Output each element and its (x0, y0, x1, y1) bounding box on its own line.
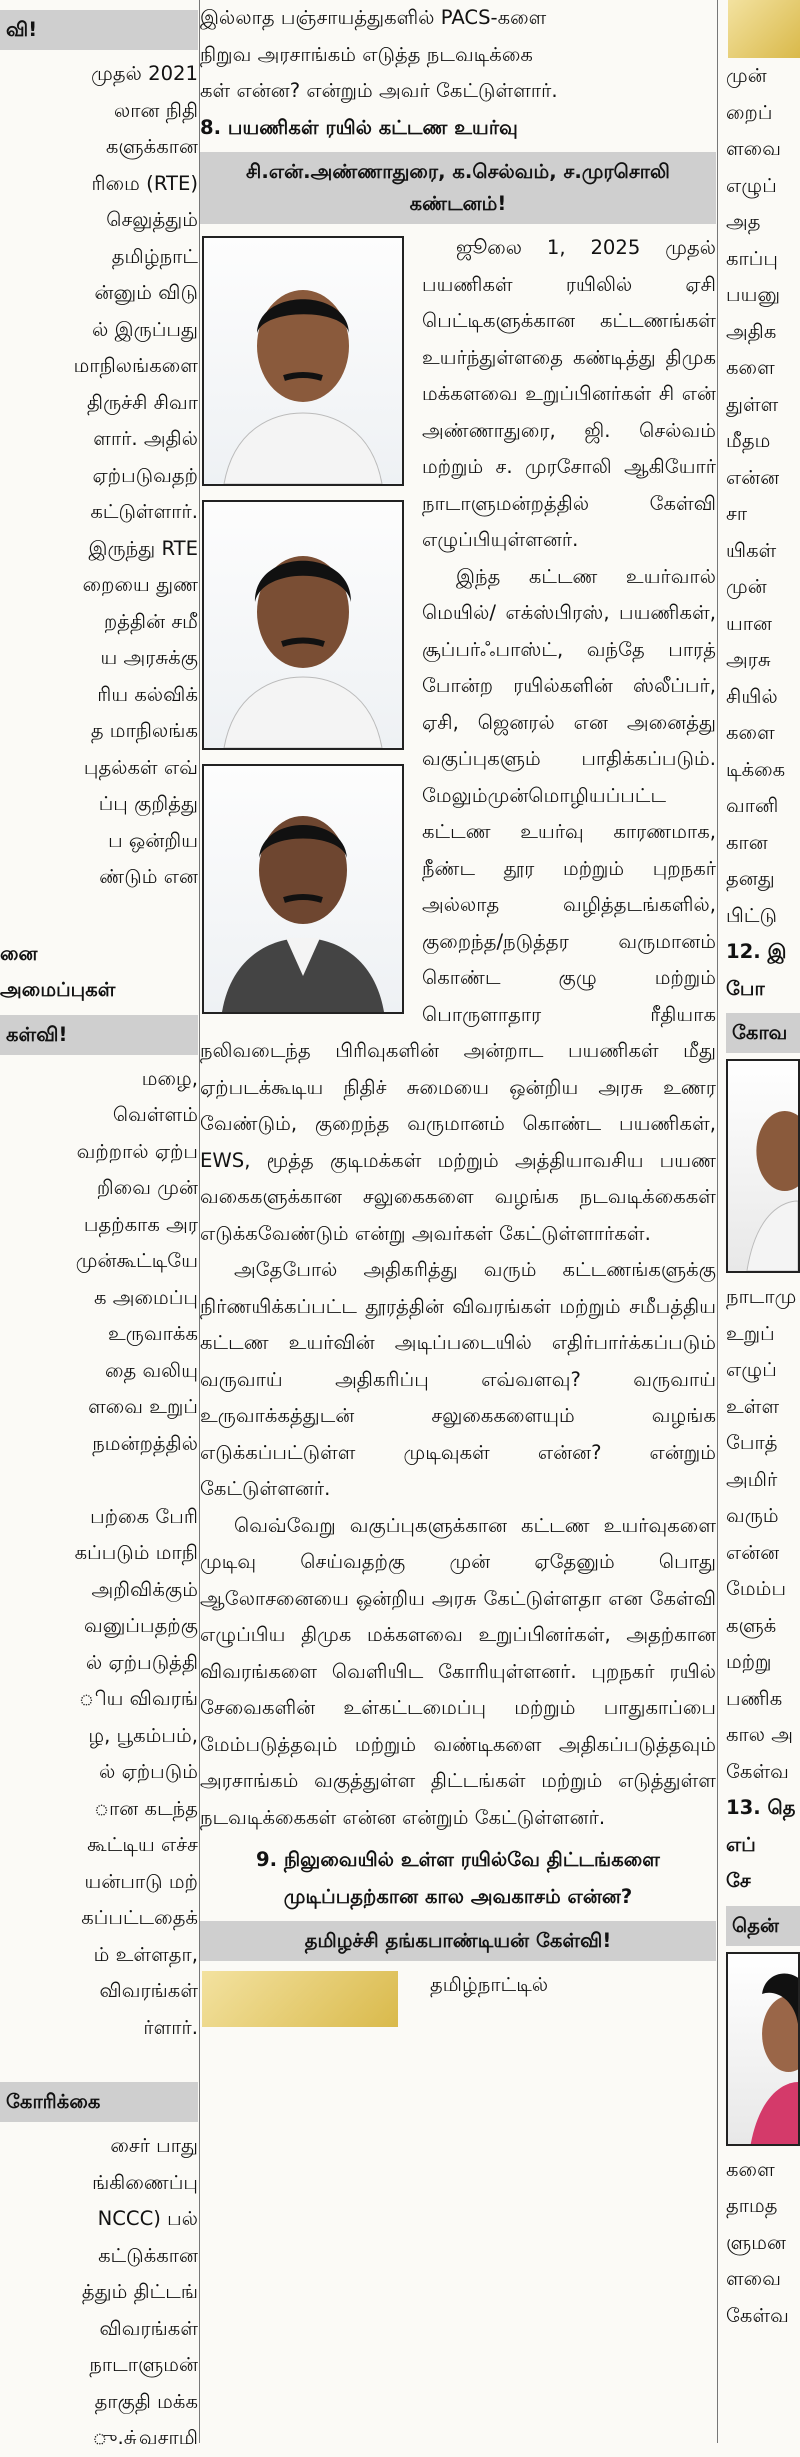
section8-heading: 8. பயணிகள் ரயில் கட்டண உயர்வு (200, 115, 518, 139)
text-line: அரசு (726, 648, 771, 671)
text-line: ஏற்படுவதற் (92, 463, 198, 487)
text-line: கால அ (726, 1723, 794, 1746)
text-line: சா (726, 502, 748, 525)
heading-line: சே (726, 1869, 751, 1892)
section8-bar: சி.என்.அண்ணாதுரை, க.செல்வம், ச.முரசொலி கண்டனம்! (200, 152, 716, 224)
text-line: ங்கிணைப்பு (92, 2170, 198, 2194)
text-line: முன்கூட்டியே (75, 1249, 198, 1272)
text-line: தை வலியு (104, 1358, 198, 1382)
text-line: ளவை உறுப் (88, 1395, 198, 1418)
section9-bar: தமிழச்சி தங்கபாண்டியன் கேள்வி! (200, 1921, 716, 1961)
text-line: காப்பு (726, 246, 778, 270)
right-text-b (718, 496, 800, 934)
text-line: ய அரசுக்கு (100, 646, 198, 669)
section8-para-3: அதேபோல் அதிகரித்து வரும் கட்டணங்களுக்கு நிர்ணயிக்கப்பட்ட தூரத்தின் விவரங்கள் மற்றும் சமீபத்திய கட்டண உயர்வின் அடிப்படையில் எதிர்பார்க்கப்படும் வருவாய் அதிகரிப்பு எவ்வளவு? வருவாய் உருவாக்கத்துடன் சலுகைகளையும் வழங்க எடுக்கப்பட்டுள்ள முடிவுகள் என்ன? என்றும் கேட்டுள்ளனர். (200, 1258, 716, 1500)
text-line: கூட்டிய எச்ச (87, 1833, 198, 1856)
text-line: எழுப் (726, 173, 777, 197)
text-line: வரும் (726, 1504, 779, 1527)
text-line: எழுப் (726, 1358, 777, 1381)
text-line: NCCC) பல் (97, 2207, 198, 2230)
text-line: களை (726, 721, 775, 744)
right-text-d (718, 2152, 800, 2335)
text-line (0, 1462, 198, 1499)
text-line: ளவை (726, 2267, 781, 2290)
text-line: பணிக (726, 1686, 783, 1710)
portrait-icon (204, 238, 402, 484)
text-line: ரிமை (RTE) (91, 171, 198, 195)
section8-body (200, 230, 716, 1836)
text-line: அத (726, 210, 761, 233)
text-line: தாமத (726, 2194, 778, 2217)
right-photo-12 (726, 1059, 800, 1273)
text-line: தாகுதி மக்க (94, 2389, 198, 2413)
text-line: யிகள் (726, 538, 777, 562)
text-line: உள்ள (726, 1394, 780, 1418)
right-heading-13 (718, 1790, 800, 1900)
text-line: போத் (726, 1431, 778, 1454)
text-line: சைர் பாது (110, 2134, 198, 2157)
text-line: ரிய கல்விக் (97, 682, 198, 706)
left-fragment1-text (0, 56, 198, 896)
text-line: நமன்றத்தில் (92, 1431, 198, 1455)
section8-para-1: ஜூலை 1, 2025 முதல் பயணிகள் ரயிலில் ஏசி பெட்டிகளுக்கான கட்டணங்கள் உயர்ந்துள்ளதை கண்டித்து திமுக மக்களவை உறுப்பினர்கள் சி என் அண்ணாதுரை, ஜி. செல்வம் மற்றும் ச. முரசோலி ஆகியோர் நாடாளுமன்றத்தில் கேள்வி எழுப்பியுள்ளனர். (422, 236, 716, 551)
right-column (718, 0, 800, 2334)
text-line: பதற்காக அர (83, 1212, 198, 1236)
text-line: ப்பு குறித்து (98, 792, 198, 815)
left-column (0, 0, 198, 2457)
intro-text (200, 0, 716, 110)
text-line: பிட்டு (726, 903, 777, 927)
right-text-a (718, 58, 800, 496)
text-line: களை (726, 356, 775, 379)
text-line: என்ன (726, 465, 780, 489)
mp-photo-1 (202, 236, 404, 486)
text-line: மழை, (141, 1066, 198, 1090)
left-fragment2-heading (0, 936, 198, 1009)
text-line: ன்னும் விடு (94, 281, 198, 304)
text-line: தனது (726, 867, 775, 890)
text-line: ழ, பூகம்பம், (88, 1723, 198, 1747)
heading-line: போ (726, 976, 765, 1000)
text-line: மாநிலங்களை (73, 354, 198, 377)
left-fragment3-bar: கோரிக்கை (0, 2082, 198, 2122)
text-line: ண்டும் என (99, 865, 198, 888)
portrait-icon (204, 502, 402, 748)
text-line: நிறுவ அரசாங்கம் எடுத்த நடவடிக்கை (200, 42, 533, 66)
text-line: தமிழ்நாட் (111, 244, 198, 268)
text-line: வனுப்பதற்கு (83, 1614, 198, 1637)
text-line: ிய விவரங் (79, 1687, 198, 1710)
text-line: இருந்து RTE (88, 536, 198, 560)
text-line: திருச்சி சிவா (87, 390, 198, 414)
text-line: ளவை (726, 137, 781, 160)
text-line: ப ஒன்றிய (108, 828, 198, 852)
text-line: முன் (726, 64, 767, 87)
text-line: வற்றால் ஏற்ப (76, 1139, 198, 1163)
text-line: க அமைப்பு (93, 1285, 198, 1309)
text-line: மற்று (726, 1650, 772, 1673)
text-line: ான கடந்த (94, 1796, 198, 1820)
text-line: ல் இருப்பது (92, 317, 198, 341)
text-line: மீதம (726, 429, 771, 452)
text-line: ு.சு்வசாமி (92, 2426, 198, 2449)
text-line: ர்ளார். (143, 2015, 198, 2039)
section9-first-line: தமிழ்நாட்டில் (430, 1973, 549, 1996)
text-line: லான நிதி (113, 98, 198, 122)
section8-para-2: இந்த கட்டண உயர்வால் மெயில்/ எக்ஸ்பிரஸ், பயணிகள், சூப்பர்ஃபாஸ்ட், வந்தே பாரத் போன்ற ரயில்களின் ஸ்லீப்பர், ஏசி, ஜெனரல் என அனைத்து வகுப்புகளும் பாதிக்கப்படும். மேலும்முன்மொழியப்பட்ட கட்டண உயர்வு காரணமாக, நீண்ட தூர மற்றும் புறநகர் அல்லாத வழித்தடங்களில், குறைந்த/நடுத்தர வருமானம் கொண்ட குழு மற்றும் பொருளாதார ரீதியாக நலிவடைந்த பிரிவுகளின் அன்றாட பயணிகள் மீது ஏற்படக்கூடிய நிதிச் சுமையை ஒன்றிய அரசு உணர வேண்டும், குறைந்த வருமானம் கொண்ட பயணிகள், EWS, மூத்த குடிமக்கள் மற்றும் அத்தியாவசிய பயண வகைகளுக்கான சலுகைகளை வழங்க நடவடிக்கைகள் எடுக்கவேண்டும் என்று அவர்கள் கேட்டுள்ளார்கள். (200, 564, 716, 1245)
text-line: வெள்ளம் (112, 1103, 198, 1126)
section9-heading-line-2: முடிப்பதற்கான கால அவகாசம் என்ன? (283, 1884, 633, 1908)
text-line: கப்படும் மாநி (74, 1541, 198, 1564)
text-line: ம் உள்ளதா, (93, 1942, 198, 1966)
text-line: அமிர் (726, 1467, 778, 1491)
text-line: த்தும் திட்டங் (81, 2280, 198, 2303)
heading-line: 13. தெ (726, 1796, 796, 1819)
text-line: றைப் (726, 100, 773, 124)
text-line: றையை துண (82, 573, 198, 596)
text-line: புதல்கள் எவ் (83, 755, 198, 779)
center-column (200, 0, 716, 2027)
text-line: கட்டுக்கான (98, 2243, 198, 2267)
text-line: பயனு (726, 283, 781, 306)
heading-line: எப் (726, 1832, 756, 1856)
text-line: கட்டுள்ளார். (90, 500, 198, 523)
text-line: வானி (726, 794, 779, 817)
text-line: ல் ஏற்படும் (99, 1760, 198, 1783)
text-line: மேம்ப (726, 1577, 787, 1600)
left-fragment2-text (0, 1061, 198, 2047)
text-line: நாடாமு (726, 1285, 797, 1308)
left-fragment2-bar: கள்வி! (0, 1015, 198, 1055)
heading-line: அமைப்புகள் (0, 978, 116, 1001)
text-line: செலுத்தும் (106, 208, 198, 231)
text-line: ளுமன (726, 2230, 787, 2254)
section9-heading-line-1: 9. நிலுவையில் உள்ள ரயில்வே திட்டங்களை (256, 1848, 660, 1871)
section8-para-4: வெவ்வேறு வகுப்புகளுக்கான கட்டண உயர்வுகளை முடிவு செய்வதற்கு முன் ஏதேனும் பொது ஆலோசனையை ஒன்றிய அரசு கேட்டுள்ளதா என கேள்வி எழுப்பிய திமுக மக்களவை உறுப்பினர்கள், அதற்கான விவரங்களை வெளியிட கோரியுள்ளனர். புறநகர் ரயில் சேவைகளின் உள்கட்டமைப்பு மற்றும் பாதுகாப்பை மேம்படுத்தவும் மற்றும் வண்டிகளை அதிகப்படுத்தவும் அரசாங்கம் வகுத்துள்ள திட்டங்கள் மற்றும் எடுத்துள்ள நடவடிக்கைகள் என்ன என்றும் கேட்டுள்ளனர். (200, 1513, 716, 1829)
heading-line: னை (0, 941, 38, 965)
text-line: இல்லாத பஞ்சாயத்துகளில் PACS-களை (200, 6, 547, 29)
text-line: முதல் 2021 (91, 62, 198, 85)
text-line: களை (726, 2157, 775, 2181)
text-line: உறுப் (726, 1321, 775, 1345)
text-line: ளார். அதில் (93, 427, 198, 450)
right-bar-13: தென் (726, 1906, 800, 1946)
text-line: விவரங்கள் (99, 1979, 198, 2002)
text-line: றத்தின் சமீ (103, 609, 198, 633)
text-line: துள்ள (726, 392, 779, 416)
mp-photo-4 (202, 1971, 398, 2027)
text-line: கான (726, 830, 768, 854)
text-line: என்ன (726, 1540, 780, 1564)
text-line: பற்கை பேரி (90, 1504, 198, 1528)
text-line: உருவாக்க (108, 1322, 198, 1345)
portrait-icon (204, 766, 402, 1012)
text-line: முன் (726, 575, 767, 598)
mp-photos (202, 236, 408, 1028)
text-line: ல் ஏற்படுத்தி (86, 1650, 198, 1674)
text-line: கேள்வ (726, 2303, 789, 2327)
text-line: களுக்கான (105, 135, 198, 158)
text-line: யான (726, 611, 773, 635)
portrait-icon (728, 1061, 798, 1271)
heading-line: 12. இ (726, 940, 787, 963)
text-line: நாடாளுமன் (89, 2353, 198, 2376)
text-line: டிக்கை (726, 757, 786, 781)
right-bar-12: கோவ (726, 1013, 800, 1053)
text-line: கப்பட்டதைக் (81, 1906, 198, 1929)
text-line: கேள்வ (726, 1759, 789, 1783)
right-top-image (728, 0, 800, 58)
right-photo-13 (726, 1952, 800, 2146)
text-line: யன்பாடு மற் (84, 1869, 198, 1893)
right-text-c (718, 1279, 800, 1790)
text-line: சியில் (726, 684, 778, 708)
section9-start (200, 1967, 716, 2027)
text-line: த மாநிலங்க (90, 719, 198, 742)
text-line: றிவை முன் (96, 1176, 198, 1199)
text-line: அறிவிக்கும் (91, 1577, 198, 1601)
text-line: விவரங்கள் (99, 2316, 198, 2340)
right-heading-12 (718, 934, 800, 1007)
text-line: கள் என்ன? என்றும் அவர் கேட்டுள்ளார். (200, 79, 558, 102)
text-line: களுக் (726, 1613, 777, 1637)
portrait-icon (728, 1954, 798, 2144)
left-fragment3-text (0, 2128, 198, 2457)
mp-photo-3 (202, 764, 404, 1014)
mp-photo-2 (202, 500, 404, 750)
left-fragment1-heading: வி! (0, 10, 198, 50)
text-line: அதிக (726, 319, 777, 343)
